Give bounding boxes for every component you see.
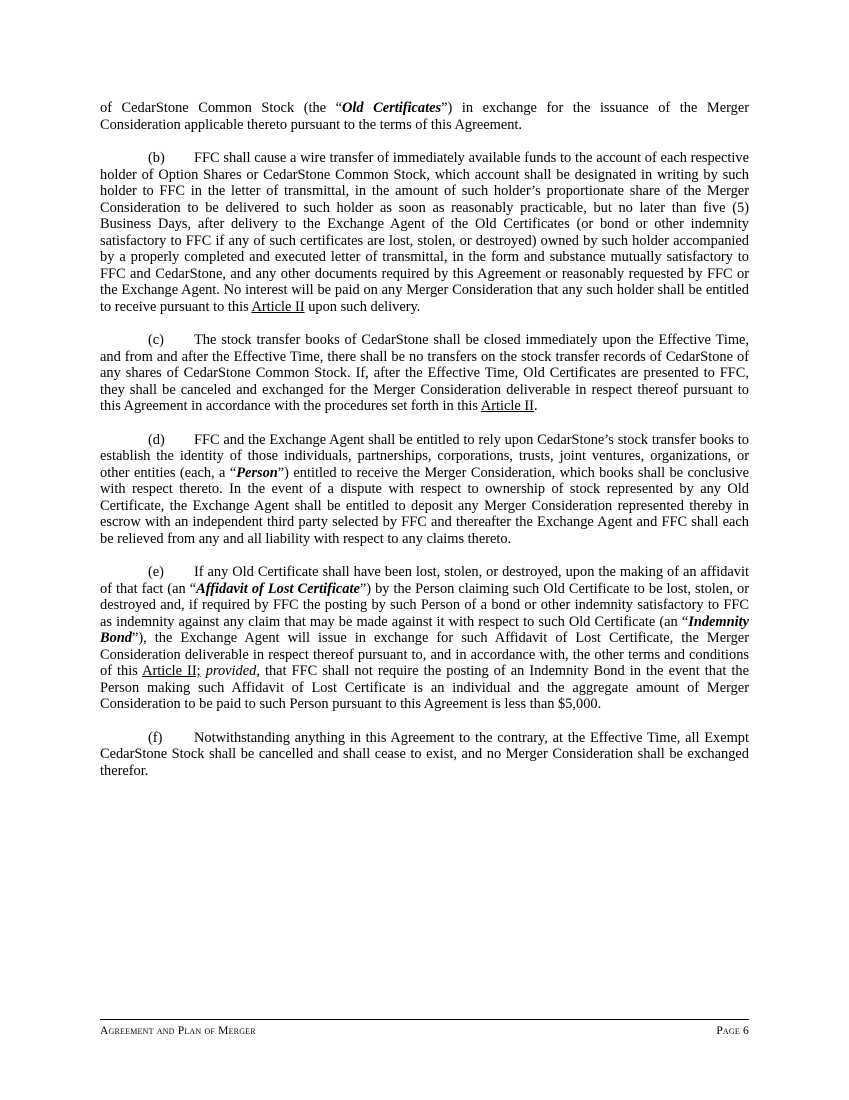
text-run: ”) by the Person claiming such Old Certificate to be lost, stolen, or destroyed and, if required by FFC the posting by such Person of a bond or other indemnity satisfactory to FFC as indemnity against any claim that may be made against it with respect to such Old Certificate (an “ — [100, 580, 749, 630]
footer-document-title: Agreement and Plan of Merger — [100, 1025, 256, 1037]
text-run: ”) in exchange for the issuance of the Merger Consideration applicable thereto pursuant to the terms of this Agreement. — [100, 100, 750, 133]
defined-term-old-certificates: Old Certificates — [342, 100, 442, 116]
paragraph-b — [100, 150, 749, 315]
footer-page-number: Page 6 — [716, 1025, 749, 1037]
article-reference: Article II — [251, 298, 305, 315]
article-reference: Article II — [480, 398, 534, 414]
provided-term: provided — [205, 663, 257, 679]
text-run: ”), the Exchange Agent will issue in exchange for such Affidavit of Lost Certificate, the Merger Consideration deliverable in respect thereof pursuant to, and in accordance with, the other terms and conditions of this — [100, 630, 749, 679]
text-run: If any Old Certificate shall have been lost, stolen, or destroyed, upon the making of an affidavit of that fact (an “ — [100, 564, 749, 597]
paragraph-f — [100, 730, 749, 780]
text-run: ”) entitled to receive the Merger Consideration, which books shall be conclusive with respect thereto. In the event of a dispute with respect to ownership of stock represented by any Old Certificate, the Exchange Agent shall be entitled to deposit any Merger Consideration represented thereby in escrow with an independent third party selected by FFC and thereafter the Exchange Agent and FFC shall each be relieved from any and all liability with respect to any claims thereto. — [100, 464, 750, 547]
text-run: of CedarStone Common Stock (the “ — [100, 100, 343, 116]
paragraph-c — [100, 332, 749, 415]
text-run: , that FFC shall not require the posting of an Indemnity Bond in the event that the Person making such Affidavit of Lost Certificate is an individual and the aggregate amount of Merger Consideration to be paid to such Person pursuant to this Agreement is less than $5,000. — [100, 663, 749, 712]
paragraph-e — [100, 564, 749, 713]
text-run: The stock transfer books of CedarStone shall be closed immediately upon the Effective Time, and from and after the Effective Time, there shall be no transfers on the stock transfer records of CedarStone of any shares of CedarStone Common Stock. If, after the Effective Time, Old Certificates are presented to FFC, they shall be canceled and exchanged for the Merger Consideration deliverable in respect thereof pursuant to this Agreement in accordance with the procedures set forth in this — [100, 332, 749, 414]
paragraph-label: (e) — [148, 564, 164, 580]
defined-term-person: Person — [236, 464, 278, 481]
defined-term-affidavit: Affidavit of Lost Certificate — [196, 580, 360, 597]
text-run: FFC shall cause a wire transfer of immediately available funds to the account of each respective holder of Option Shares or CedarStone Common Stock, which account shall be designated in writing by such holder to FFC in the letter of transmittal, in the amount of such holder’s proportionate share of the Merger Consideration to be delivered to such holder as soon as reasonably practicable, but no later than five (5) Business Days, after delivery to the Exchange Agent of the Old Certificates (or bond or other indemnity satisfactory to FFC if any of such certificates are lost, stolen, or destroyed) owned by such holder accompanied by a properly completed and executed letter of transmittal, in the form and substance mutually satisfactory to FFC and CedarStone, and any other documents required by this Agreement or reasonably requested by FFC or the Exchange Agent. No interest will be paid on any Merger Consideration that any such holder shall be entitled to receive pursuant to this — [100, 150, 749, 315]
text-run: . — [533, 398, 538, 414]
text-run: upon such delivery. — [304, 298, 421, 315]
text-run: Notwithstanding anything in this Agreement to the contrary, at the Effective Time, all Exempt CedarStone Stock shall be cancelled and shall cease to exist, and no Merger Consideration shall be exchanged therefor. — [100, 729, 749, 779]
paragraph-label: (c) — [148, 332, 164, 348]
article-reference: Article II; — [142, 663, 201, 679]
text-run: FFC and the Exchange Agent shall be entitled to rely upon CedarStone’s stock transfer books to establish the identity of those individuals, partnerships, corporations, trusts, joint ventures, organizations, or other entities (each, a “ — [100, 431, 749, 481]
defined-term-indemnity-bond: Indemnity Bond — [100, 613, 749, 646]
paragraph-label: (f) — [148, 729, 163, 746]
paragraph-d — [100, 432, 749, 548]
document-body — [100, 100, 749, 796]
paragraph-label: (d) — [148, 431, 165, 448]
paragraph-continuation — [100, 100, 749, 133]
paragraph-label: (b) — [148, 150, 165, 166]
footer-divider — [100, 1019, 749, 1020]
